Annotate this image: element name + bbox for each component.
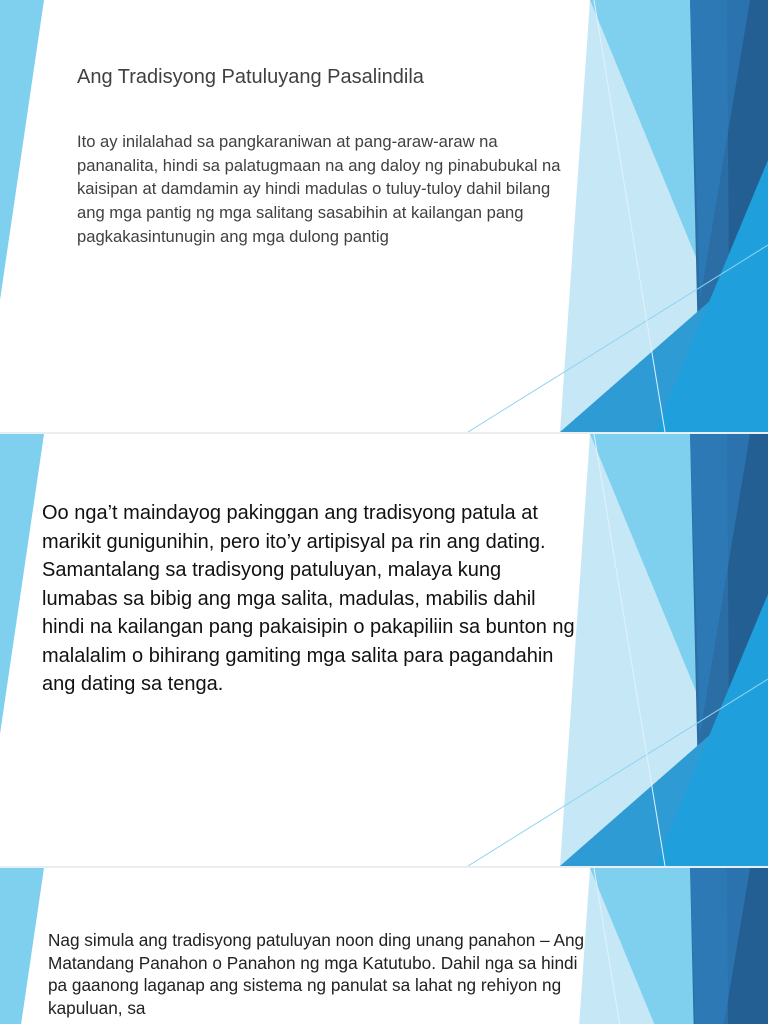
slide-body-text: Oo nga’t maindayog pakinggan ang tradisyong patula at marikit gunigunihin, pero ito’y artipisyal pa rin ang dating. Samantalang sa tradisyong patuluyan, malaya kung lumabas sa bibig ang mga salita, madulas, mabilis dahil hindi na kailangan pang pakaisipin o pakapiliin sa bunton ng malalalim o bihirang gamiting mga salita para pagandahin ang dating sa tenga. <box>42 502 575 695</box>
slide-2 <box>0 434 768 866</box>
slide-body-text: Ito ay inilalahad sa pangkaraniwan at pang-araw-araw na pananalita, hindi sa palatugmaan na ang daloy ng pinabubukal na kaisipan at damdamin ay hindi madulas o tuluy-tuloy dahil bilang ang mga pantig ng mga salitang sasabihin at kailangan pang pagkakasintunugin ang mga dulong pantig <box>77 132 561 246</box>
slide-title: Ang Tradisyong Patuluyang Pasalindila <box>77 66 424 88</box>
slide-1 <box>0 0 768 432</box>
slide-3 <box>0 868 768 1024</box>
slide-body-text: Nag simula ang tradisyong patuluyan noon ding unang panahon – Ang Matandang Panahon o Panahon ng mga Katutubo. Dahil nga sa hindi pa gaanong laganap ang sistema ng panulat sa lahat ng rehiyon ng kapuluan, sa <box>48 930 585 1018</box>
